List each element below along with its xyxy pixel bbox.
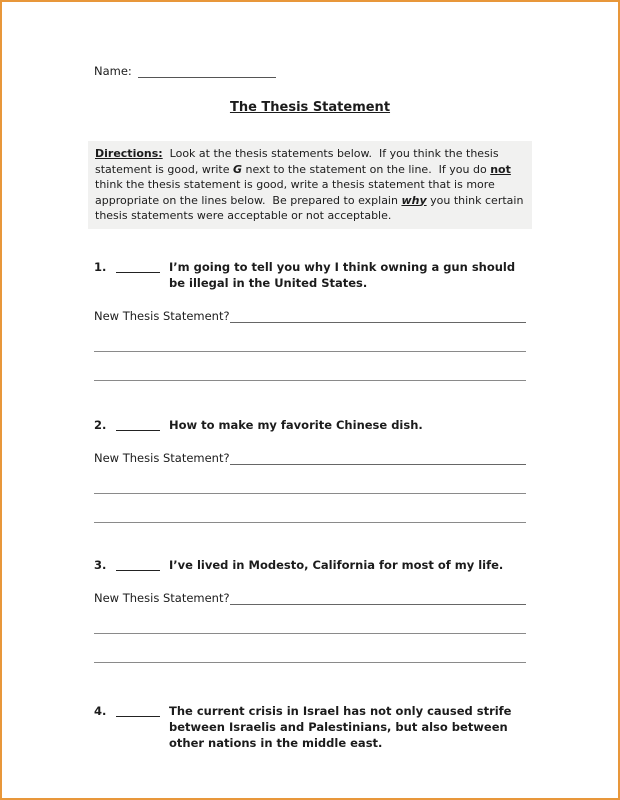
- new-thesis-row: [94, 588, 526, 605]
- directions-block: [88, 141, 532, 229]
- directions-label: Directions:: [95, 147, 163, 160]
- question-number: 3.: [94, 557, 107, 572]
- page-content: [2, 2, 618, 751]
- new-thesis-write-line: [230, 591, 526, 605]
- name-label: Name:: [94, 64, 132, 78]
- question-section-4: [94, 703, 526, 751]
- new-thesis-row: [94, 306, 526, 323]
- answer-line: [94, 662, 526, 663]
- answer-line: [94, 633, 526, 634]
- answer-line: [94, 351, 526, 352]
- question-answer-blank: [116, 259, 160, 273]
- name-row: [94, 62, 526, 78]
- directions-text-3: think the thesis statement is good, write a thesis statement that is more appropriate on the lines below. Be prepared to explain: [95, 162, 515, 207]
- question-answer-blank: [116, 417, 160, 431]
- new-thesis-label: New Thesis Statement?: [94, 308, 230, 323]
- question-number: 2.: [94, 417, 107, 432]
- question-section-3: [94, 557, 526, 663]
- question-text: How to make my favorite Chinese dish.: [169, 417, 423, 432]
- directions-word-not: not: [490, 162, 511, 176]
- page-title: The Thesis Statement: [229, 100, 391, 115]
- question-section-1: [94, 259, 526, 381]
- question-section-2: [94, 417, 526, 523]
- question-number: 1.: [94, 259, 107, 274]
- question-row-3: [94, 557, 526, 573]
- answer-line: [94, 380, 526, 381]
- new-thesis-label: New Thesis Statement?: [94, 450, 230, 465]
- question-answer-blank: [116, 703, 160, 717]
- new-thesis-label: New Thesis Statement?: [94, 590, 230, 605]
- question-answer-blank: [116, 557, 160, 571]
- new-thesis-row: [94, 448, 526, 465]
- directions-word-why: why: [401, 193, 427, 207]
- question-row-1: [94, 259, 526, 291]
- name-blank-line: [138, 64, 276, 78]
- directions-letter-g: G: [232, 162, 243, 176]
- answer-line: [94, 522, 526, 523]
- directions-text-2: next to the statement on the line. If you do: [242, 162, 491, 176]
- directions-text-1: Look at the thesis statements below. If you think the thesis statement is good, write: [95, 147, 503, 176]
- question-row-2: [94, 417, 526, 433]
- answer-line: [94, 493, 526, 494]
- question-text: I’ve lived in Modesto, California for most of my life.: [169, 557, 504, 572]
- directions-text-4: you think certain thesis statements were acceptable or not acceptable.: [95, 193, 527, 222]
- question-number: 4.: [94, 703, 107, 718]
- question-text: I’m going to tell you why I think owning a gun should be illegal in the United States.: [169, 259, 516, 290]
- question-row-4: [94, 703, 526, 751]
- new-thesis-write-line: [230, 309, 526, 323]
- new-thesis-write-line: [230, 451, 526, 465]
- question-text: The current crisis in Israel has not only caused strife between Israelis and Palestinians, but also between other nations in the middle east.: [169, 703, 512, 750]
